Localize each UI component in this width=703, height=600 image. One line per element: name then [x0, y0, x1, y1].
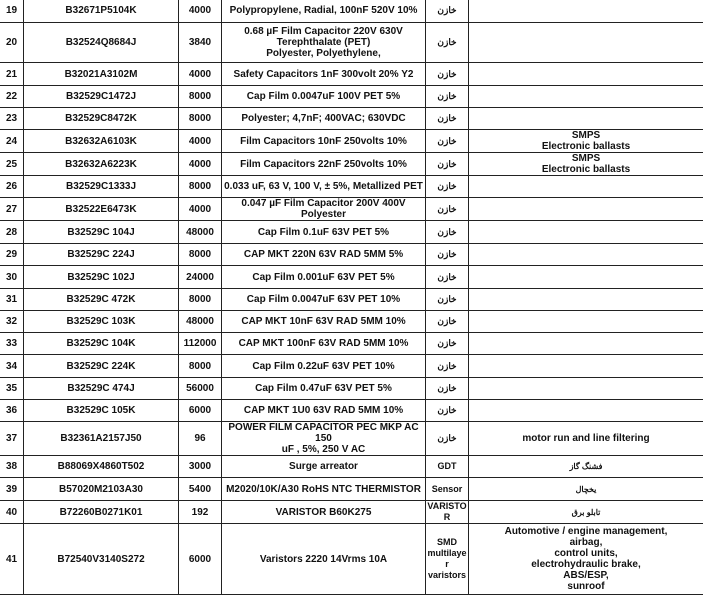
application-cell	[469, 198, 703, 221]
application-cell	[469, 355, 703, 378]
table-row	[0, 108, 703, 130]
table-row	[0, 355, 703, 378]
part-number-cell: B32522E6473K	[24, 198, 179, 221]
application-cell	[469, 244, 703, 266]
description-cell-line: Surge arreator	[289, 461, 358, 472]
application-cell	[469, 422, 703, 456]
type-cell	[426, 524, 469, 595]
table-row	[0, 400, 703, 422]
quantity-cell: 8000	[179, 108, 222, 130]
application-cell	[469, 478, 703, 501]
row-number-cell: 23	[0, 108, 24, 130]
type-cell	[426, 63, 469, 86]
application-cell-line: control units,	[554, 548, 618, 559]
type-cell	[426, 400, 469, 422]
quantity-cell: 96	[179, 422, 222, 456]
type-cell-line: خازن	[437, 383, 457, 393]
description-cell-line: uF , 5%, 250 V AC	[281, 444, 366, 455]
description-cell-line: Polypropylene, Radial, 100nF 520V 10%	[229, 5, 418, 16]
quantity-cell: 6000	[179, 524, 222, 595]
row-number-cell: 29	[0, 244, 24, 266]
table-row	[0, 221, 703, 244]
quantity-cell: 8000	[179, 86, 222, 108]
description-cell	[222, 355, 426, 378]
quantity-cell: 24000	[179, 266, 222, 289]
row-number-cell: 22	[0, 86, 24, 108]
type-cell	[426, 176, 469, 198]
quantity-cell: 4000	[179, 130, 222, 153]
type-cell-line: خازن	[437, 113, 457, 123]
table-row	[0, 63, 703, 86]
description-cell	[222, 63, 426, 86]
description-cell	[222, 198, 426, 221]
table-row	[0, 289, 703, 311]
description-cell	[222, 333, 426, 355]
description-cell-line: Cap Film 0.22uF 63V PET 10%	[252, 360, 395, 372]
application-cell-line: SMPS	[571, 153, 601, 164]
table-row	[0, 198, 703, 221]
type-cell	[426, 478, 469, 501]
description-cell-line: Cap Film 0.001uF 63V PET 5%	[252, 271, 395, 283]
application-cell	[469, 0, 703, 23]
application-cell-line: تابلو برق	[571, 507, 601, 517]
description-cell	[222, 456, 426, 478]
table-row	[0, 456, 703, 478]
description-cell	[222, 176, 426, 198]
table-row	[0, 153, 703, 176]
part-number-cell: B32524Q8684J	[24, 23, 179, 63]
type-cell-line: R	[443, 512, 451, 522]
part-number-cell: B32361A2157J50	[24, 422, 179, 456]
application-cell	[469, 501, 703, 524]
description-cell	[222, 266, 426, 289]
type-cell-line: خازن	[437, 158, 457, 169]
table-row	[0, 176, 703, 198]
part-number-cell: B32529C 474J	[24, 378, 179, 400]
description-cell-line: Polyester, Polyethylene,	[266, 48, 381, 59]
table-row	[0, 130, 703, 153]
part-number-cell: B32632A6103K	[24, 130, 179, 153]
type-cell-line: خازن	[437, 316, 457, 326]
description-cell-line: Film Capacitors 10nF 250volts 10%	[240, 135, 407, 147]
description-cell-line: CAP MKT 10nF 63V RAD 5MM 10%	[241, 316, 406, 327]
application-cell-line: SMPS	[571, 130, 601, 141]
type-cell-line: SMD	[437, 537, 457, 547]
description-cell	[222, 86, 426, 108]
description-cell-line: POWER FILM CAPACITOR PEC MKP AC 150	[228, 422, 419, 444]
type-cell	[426, 86, 469, 108]
description-cell	[222, 378, 426, 400]
quantity-cell: 6000	[179, 400, 222, 422]
table-row	[0, 333, 703, 355]
description-cell	[222, 130, 426, 153]
type-cell	[426, 422, 469, 456]
description-cell	[222, 524, 426, 595]
description-cell	[222, 501, 426, 524]
description-cell-line: Terephthalate (PET)	[276, 37, 371, 48]
row-number-cell: 26	[0, 176, 24, 198]
row-number-cell: 32	[0, 311, 24, 333]
application-cell	[469, 176, 703, 198]
quantity-cell: 48000	[179, 221, 222, 244]
row-number-cell: 25	[0, 153, 24, 176]
table-row	[0, 311, 703, 333]
type-cell	[426, 289, 469, 311]
part-number-cell: B32529C1333J	[24, 176, 179, 198]
quantity-cell: 4000	[179, 153, 222, 176]
application-cell-line: sunroof	[567, 581, 605, 592]
type-cell-line: خازن	[437, 249, 457, 259]
description-cell-line: CAP MKT 100nF 63V RAD 5MM 10%	[238, 338, 409, 349]
quantity-cell: 8000	[179, 289, 222, 311]
description-cell-line: Safety Capacitors 1nF 300volt 20% Y2	[233, 68, 414, 80]
table-row	[0, 478, 703, 501]
row-number-cell: 27	[0, 198, 24, 221]
application-cell-line: airbag,	[569, 537, 603, 548]
description-cell-line: CAP MKT 220N 63V RAD 5MM 5%	[243, 249, 404, 260]
type-cell	[426, 130, 469, 153]
type-cell	[426, 501, 469, 524]
type-cell-line: GDT	[437, 461, 457, 471]
application-cell	[469, 63, 703, 86]
type-cell-line: خازن	[437, 181, 457, 191]
description-cell	[222, 23, 426, 63]
type-cell-line: r	[445, 559, 449, 569]
quantity-cell: 3840	[179, 23, 222, 63]
quantity-cell: 112000	[179, 333, 222, 355]
type-cell-line: خازن	[437, 405, 457, 415]
quantity-cell: 8000	[179, 244, 222, 266]
table-row	[0, 501, 703, 524]
application-cell	[469, 86, 703, 108]
part-number-cell: B32529C8472K	[24, 108, 179, 130]
row-number-cell: 24	[0, 130, 24, 153]
description-cell	[222, 478, 426, 501]
type-cell	[426, 266, 469, 289]
table-row	[0, 244, 703, 266]
row-number-cell: 41	[0, 524, 24, 595]
table-row	[0, 23, 703, 63]
row-number-cell: 31	[0, 289, 24, 311]
part-number-cell: B32529C 102J	[24, 266, 179, 289]
application-cell-line: motor run and line filtering	[522, 433, 650, 444]
application-cell	[469, 221, 703, 244]
description-cell-line: M2020/10K/A30 RoHS NTC THERMISTOR	[226, 483, 421, 495]
description-cell-line: VARISTOR B60K275	[275, 506, 372, 518]
row-number-cell: 39	[0, 478, 24, 501]
type-cell	[426, 244, 469, 266]
type-cell-line: خازن	[437, 226, 457, 237]
quantity-cell: 4000	[179, 0, 222, 23]
type-cell-line: خازن	[437, 37, 457, 47]
type-cell-line: خازن	[437, 294, 457, 304]
part-number-cell: B32021A3102M	[24, 63, 179, 86]
description-cell-line: Cap Film 0.1uF 63V PET 5%	[257, 226, 390, 238]
description-cell-line: CAP MKT 1U0 63V RAD 5MM 10%	[243, 405, 404, 416]
description-cell-line: 0.033 uF, 63 V, 100 V, ± 5%, Metallized PET	[224, 181, 423, 192]
description-cell-line: 0.68 µF Film Capacitor 220V 630V	[244, 26, 403, 37]
type-cell	[426, 311, 469, 333]
type-cell-line: varistors	[427, 570, 467, 580]
part-number-cell: B32529C 104J	[24, 221, 179, 244]
row-number-cell: 37	[0, 422, 24, 456]
row-number-cell: 21	[0, 63, 24, 86]
application-cell-line: Electronic ballasts	[541, 164, 631, 175]
type-cell	[426, 198, 469, 221]
quantity-cell: 4000	[179, 198, 222, 221]
table-row	[0, 86, 703, 108]
part-number-cell: B88069X4860T502	[24, 456, 179, 478]
description-cell	[222, 311, 426, 333]
description-cell-line: 0.047 µF Film Capacitor 200V 400V Polyester	[241, 198, 406, 220]
row-number-cell: 30	[0, 266, 24, 289]
type-cell-line: خازن	[437, 338, 457, 348]
type-cell-line: multilaye	[427, 548, 467, 558]
part-number-cell: B32529C 224J	[24, 244, 179, 266]
row-number-cell: 35	[0, 378, 24, 400]
type-cell	[426, 456, 469, 478]
application-cell	[469, 311, 703, 333]
table-row	[0, 266, 703, 289]
description-cell	[222, 0, 426, 23]
type-cell-line: خازن	[437, 203, 457, 214]
row-number-cell: 28	[0, 221, 24, 244]
type-cell-line: خازن	[437, 91, 457, 101]
type-cell	[426, 355, 469, 378]
row-number-cell: 34	[0, 355, 24, 378]
description-cell	[222, 153, 426, 176]
description-cell-line: Polyester; 4,7nF; 400VAC; 630VDC	[241, 113, 406, 124]
quantity-cell: 192	[179, 501, 222, 524]
quantity-cell: 4000	[179, 63, 222, 86]
type-cell	[426, 333, 469, 355]
type-cell-line: خازن	[437, 360, 457, 371]
row-number-cell: 38	[0, 456, 24, 478]
part-number-cell: B32529C 104K	[24, 333, 179, 355]
type-cell	[426, 0, 469, 23]
application-cell	[469, 524, 703, 595]
quantity-cell: 3000	[179, 456, 222, 478]
quantity-cell: 8000	[179, 355, 222, 378]
application-cell	[469, 456, 703, 478]
application-cell	[469, 333, 703, 355]
application-cell	[469, 378, 703, 400]
description-cell-line: Cap Film 0.0047uF 100V PET 5%	[246, 91, 401, 102]
type-cell-line: Sensor	[431, 483, 463, 494]
description-cell	[222, 108, 426, 130]
part-number-cell: B32529C 105K	[24, 400, 179, 422]
type-cell	[426, 378, 469, 400]
part-number-cell: B32671P5104K	[24, 0, 179, 23]
type-cell-line: خازن	[437, 5, 457, 15]
part-number-cell: B32529C 472K	[24, 289, 179, 311]
part-number-cell: B57020M2103A30	[24, 478, 179, 501]
row-number-cell: 33	[0, 333, 24, 355]
part-number-cell: B32632A6223K	[24, 153, 179, 176]
part-number-cell: B32529C1472J	[24, 86, 179, 108]
type-cell-line: خازن	[437, 68, 457, 79]
quantity-cell: 48000	[179, 311, 222, 333]
part-number-cell: B32529C 224K	[24, 355, 179, 378]
application-cell-line: يخچال	[575, 484, 597, 494]
table-row	[0, 524, 703, 595]
description-cell	[222, 244, 426, 266]
application-cell	[469, 153, 703, 176]
type-cell	[426, 108, 469, 130]
part-number-cell: B32529C 103K	[24, 311, 179, 333]
type-cell	[426, 221, 469, 244]
description-cell	[222, 221, 426, 244]
part-number-cell: B72260B0271K01	[24, 501, 179, 524]
type-cell	[426, 153, 469, 176]
application-cell-line: فشنگ گاز	[569, 462, 603, 471]
type-cell	[426, 23, 469, 63]
type-cell-line: خازن	[437, 433, 457, 443]
description-cell	[222, 289, 426, 311]
part-number-cell: B72540V3140S272	[24, 524, 179, 595]
quantity-cell: 8000	[179, 176, 222, 198]
table-row	[0, 378, 703, 400]
application-cell-line: Electronic ballasts	[541, 141, 631, 152]
application-cell	[469, 400, 703, 422]
type-cell-line: خازن	[437, 135, 457, 146]
row-number-cell: 20	[0, 23, 24, 63]
quantity-cell: 5400	[179, 478, 222, 501]
application-cell-line: Automotive / engine management,	[504, 526, 668, 537]
description-cell	[222, 400, 426, 422]
application-cell	[469, 108, 703, 130]
description-cell-line: Varistors 2220 14Vrms 10A	[259, 553, 388, 565]
application-cell	[469, 23, 703, 63]
application-cell-line: electrohydraulic brake,	[531, 559, 641, 570]
description-cell-line: Cap Film 0.0047uF 63V PET 10%	[246, 294, 401, 305]
application-cell	[469, 130, 703, 153]
row-number-cell: 40	[0, 501, 24, 524]
quantity-cell: 56000	[179, 378, 222, 400]
table-row	[0, 422, 703, 456]
description-cell	[222, 422, 426, 456]
description-cell-line: Cap Film 0.47uF 63V PET 5%	[255, 383, 392, 394]
type-cell-line: VARISTO	[427, 501, 467, 511]
type-cell-line: خازن	[437, 271, 457, 282]
row-number-cell: 19	[0, 0, 24, 23]
application-cell	[469, 266, 703, 289]
application-cell	[469, 289, 703, 311]
row-number-cell: 36	[0, 400, 24, 422]
table-row	[0, 0, 703, 23]
description-cell-line: Film Capacitors 22nF 250volts 10%	[240, 158, 407, 170]
application-cell-line: ABS/ESP,	[563, 570, 609, 581]
